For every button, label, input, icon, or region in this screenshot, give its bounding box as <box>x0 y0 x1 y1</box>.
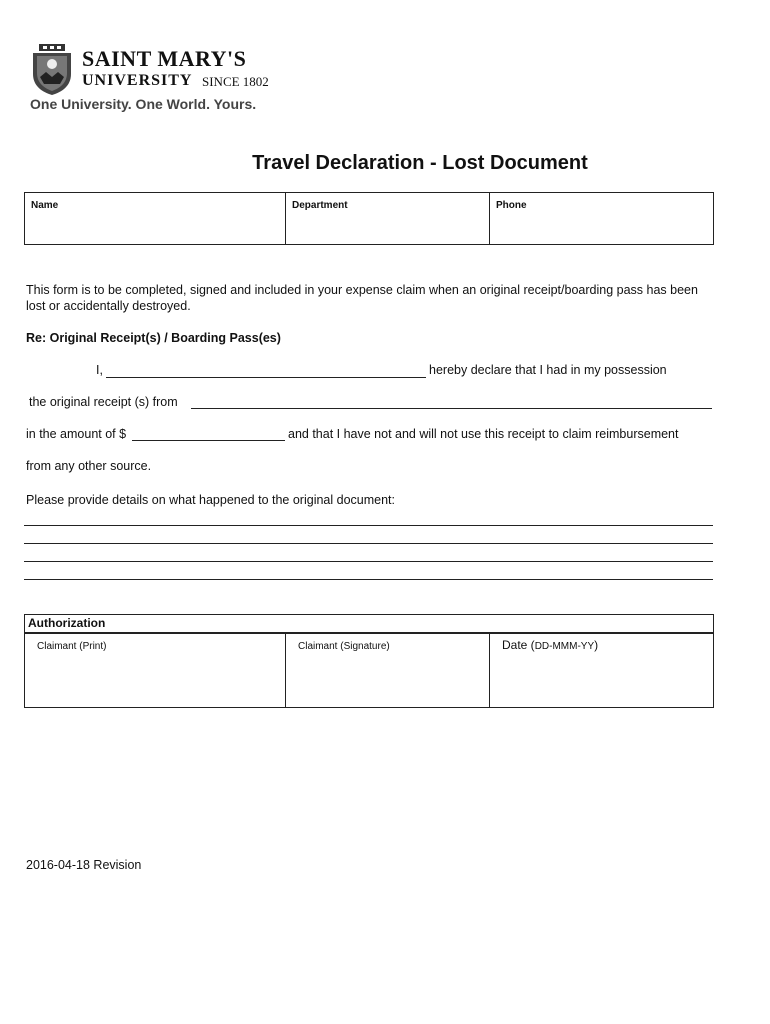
claimant-print-field[interactable] <box>25 633 286 708</box>
name-label: Name <box>31 200 59 211</box>
declaration-other-source: from any other source. <box>26 459 152 473</box>
declaration-i-label: I, <box>96 363 103 377</box>
logo-name: SAINT MARY'S <box>82 46 247 71</box>
declaration-not-use: and that I have not and will not use this receipt to claim reimbursement <box>288 427 679 441</box>
logo-tagline: One University. One World. Yours. <box>30 96 257 112</box>
crest-icon <box>30 44 74 96</box>
details-line-1[interactable] <box>24 525 713 526</box>
authorization-heading: Authorization <box>25 615 714 634</box>
revision-note: 2016-04-18 Revision <box>26 858 142 872</box>
logo-since: SINCE 1802 <box>202 74 269 89</box>
details-line-4[interactable] <box>24 579 713 580</box>
amount-field[interactable] <box>132 440 285 441</box>
department-field[interactable] <box>286 193 490 245</box>
department-label: Department <box>292 200 348 211</box>
page-title: Travel Declaration - Lost Document <box>252 152 588 174</box>
logo-university: UNIVERSITY <box>82 72 193 89</box>
authorization-table <box>24 614 714 708</box>
instructions-line-2: lost or accidentally destroyed. <box>26 299 191 313</box>
date-label: Date (DD-MMM-YY) <box>502 638 599 652</box>
phone-label: Phone <box>496 200 527 211</box>
name-field[interactable] <box>25 193 286 245</box>
university-logo <box>30 44 290 114</box>
instructions-line-1: This form is to be completed, signed and included in your expense claim when an original receipt/boarding pass has been <box>26 283 698 297</box>
details-line-2[interactable] <box>24 543 713 544</box>
details-line-3[interactable] <box>24 561 713 562</box>
declaration-amount-label: in the amount of $ <box>26 427 127 441</box>
claimant-signature-label: Claimant (Signature) <box>298 641 390 652</box>
section-heading: Re: Original Receipt(s) / Boarding Pass(es) <box>26 331 281 345</box>
declarant-name-field[interactable] <box>106 377 426 378</box>
info-table <box>24 192 714 245</box>
receipt-source-field[interactable] <box>191 408 712 409</box>
claimant-signature-field[interactable] <box>286 633 490 708</box>
date-field[interactable] <box>490 633 714 708</box>
details-prompt: Please provide details on what happened to the original document: <box>26 493 396 507</box>
declaration-receipt-from: the original receipt (s) from <box>29 395 178 409</box>
date-format: DD-MMM-YY <box>534 641 595 652</box>
phone-field[interactable] <box>490 193 714 245</box>
claimant-print-label: Claimant (Print) <box>37 641 107 652</box>
declaration-hereby: hereby declare that I had in my possession <box>429 363 667 377</box>
